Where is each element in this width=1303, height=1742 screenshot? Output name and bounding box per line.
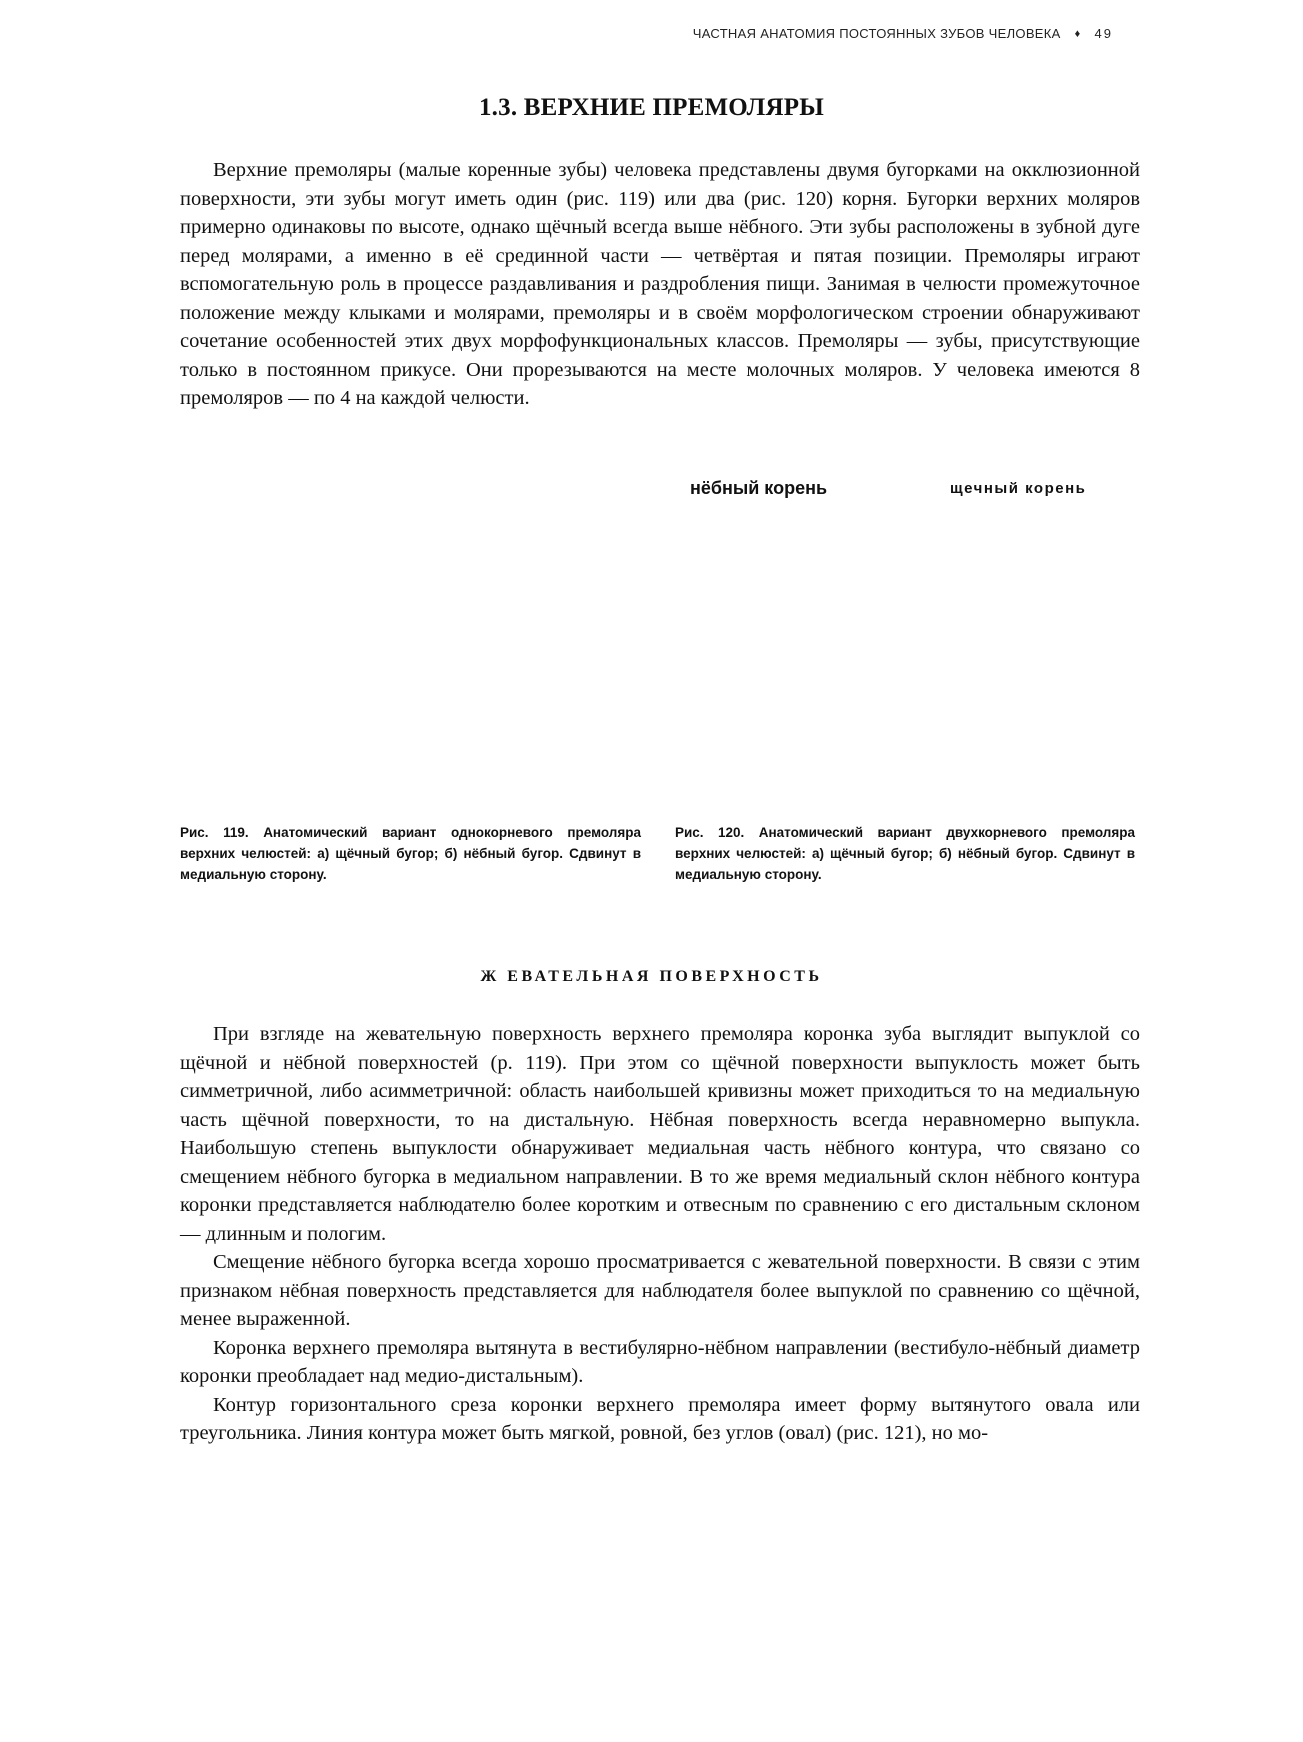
paragraph: Верхние премоляры (малые коренные зубы) человека представлены двумя бугорками на окклюзионной поверхности, эти зубы могут иметь один (рис. 119) или два (рис. 120) корня. Бугорки верхних моляров примерно одинаковы по высоте, однако щёчный всегда выше нёбного. Эти зубы расположены в зубной дуге перед молярами, а именно в её срединной части — четвёртая и пятая позиции. Премоляры играют вспомогательную роль в процессе раздавливания и раздробления пищи. Занимая в челюсти промежуточное положение между клыками и молярами, премоляры и в своём морфологическом строении обнаруживают сочетание особенностей этих двух морфофункциональных классов. Премоляры — зубы, присутствующие только в постоянном прикусе. Они прорезываются на месте молочных моляров. У человека имеются 8 премоляров — по 4 на каждой челюсти. <box>180 159 1140 409</box>
intro-text <box>180 156 1140 413</box>
figure-119-caption: Рис. 119. Анатомический вариант однокорневого премоляра верхних челюстей: а) щёчный бугор; б) нёбный бугор. Сдвинут в медиальную сторону. <box>180 825 641 882</box>
body-text <box>180 1020 1140 1448</box>
paragraph: При взгляде на жевательную поверхность верхнего премоляра коронка зуба выглядит выпуклой со щёчной и нёбной поверхностей (р. 119). При этом со щёчной поверхности выпуклость может быть симметричной, либо асимметричной: область наибольшей кривизны может приходиться то на медиальную часть щёчной поверхности, то на дистальную. Нёбная поверхность всегда неравномерно выпукла. Наибольшую степень выпуклости обнаруживает медиальная часть нёбного контура, что связано со смещением нёбного бугорка в медиальном направлении. В то же время медиальный склон нёбного контура коронки представляется наблюдателю более коротким и отвесным по сравнению с его дистальным склоном — длинным и пологим. <box>180 1023 1140 1245</box>
page-number: 49 <box>1094 26 1113 41</box>
running-head-separator: ♦ <box>1074 27 1081 40</box>
figure-area <box>180 510 1140 810</box>
subheading: Ж ЕВАТЕЛЬНАЯ ПОВЕРХНОСТЬ <box>480 968 823 985</box>
paragraph: Смещение нёбного бугорка всегда хорошо просматривается с жевательной поверхности. В связи с этим признаком нёбная поверхность представляется для наблюдателя более выпуклой по сравнению со щёчной, менее выраженной. <box>180 1251 1140 1330</box>
paragraph: Контур горизонтального среза коронки верхнего премоляра имеет форму вытянутого овала или треугольника. Линия контура может быть мягкой, ровной, без углов (овал) (рис. 121), но мо- <box>180 1393 1140 1444</box>
section-title: 1.3. ВЕРХНИЕ ПРЕМОЛЯРЫ <box>478 94 824 121</box>
figure-120-caption: Рис. 120. Анатомический вариант двухкорневого премоляра верхних челюстей: а) щёчный бугор; б) нёбный бугор. Сдвинут в медиальную сторону. <box>675 825 1135 882</box>
running-head <box>693 26 1113 41</box>
paragraph: Коронка верхнего премоляра вытянута в вестибулярно-нёбном направлении (вестибуло-нёбный диаметр коронки преобладает над медио-дистальным). <box>180 1336 1140 1387</box>
buccal-root-label: щечный корень <box>950 480 1087 497</box>
palatal-root-label: нёбный корень <box>690 478 828 498</box>
running-head-text: ЧАСТНАЯ АНАТОМИЯ ПОСТОЯННЫХ ЗУБОВ ЧЕЛОВЕКА <box>692 26 1061 41</box>
